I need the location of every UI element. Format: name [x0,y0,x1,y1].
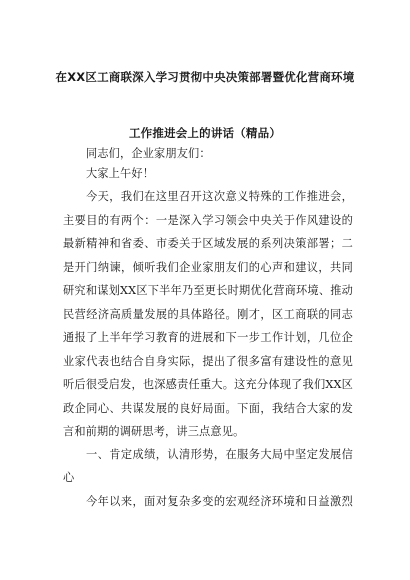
paragraph-line: 民营经济高质量发展的具体路径。刚才，区工商联的同志 [63,308,353,321]
paragraph-line: 言和前期的调研思考，讲三点意见。 [63,425,245,438]
paragraph-line: 政企同心、共谋发展的良好局面。下面，我结合大家的发 [63,402,353,415]
paragraph-line: 主要目的有两个：一是深入学习领会中央关于作风建设的 [63,214,353,227]
document-title-line-1: 在XX区工商联深入学习贯彻中央决策部署暨优化营商环境 [55,70,355,84]
section-heading-line: 心 [63,471,75,484]
document-title-line-2: 工作推进会上的讲话（精品） [128,126,282,140]
paragraph-line: 最新精神和省委、市委关于区域发展的系列决策部署；二 [63,237,353,250]
paragraph-line: 研究和谋划XX区下半年乃至更长时期优化营商环境、推动 [63,284,353,297]
greeting: 大家上午好！ [86,167,155,180]
paragraph-line: 业家代表也结合自身实际，提出了很多富有建设性的意见 [63,355,353,368]
paragraph-line: 今年以来，面对复杂多变的宏观经济环境和日益激烈 [86,495,353,508]
paragraph-line: 听后很受启发，也深感责任重大。这充分体现了我们XX区 [63,378,353,391]
paragraph-line: 通报了上半年学习教育的进展和下一步工作计划，几位企 [63,331,353,344]
paragraph-line: 是开门纳谏，倾听我们企业家朋友们的心声和建议，共同 [63,261,353,274]
section-heading-line: 一、肯定成绩，认清形势，在服务大局中坚定发展信 [86,448,353,461]
paragraph-line: 今天，我们在这里召开这次意义特殊的工作推进会， [86,190,353,203]
salutation: 同志们，企业家朋友们： [86,147,211,160]
